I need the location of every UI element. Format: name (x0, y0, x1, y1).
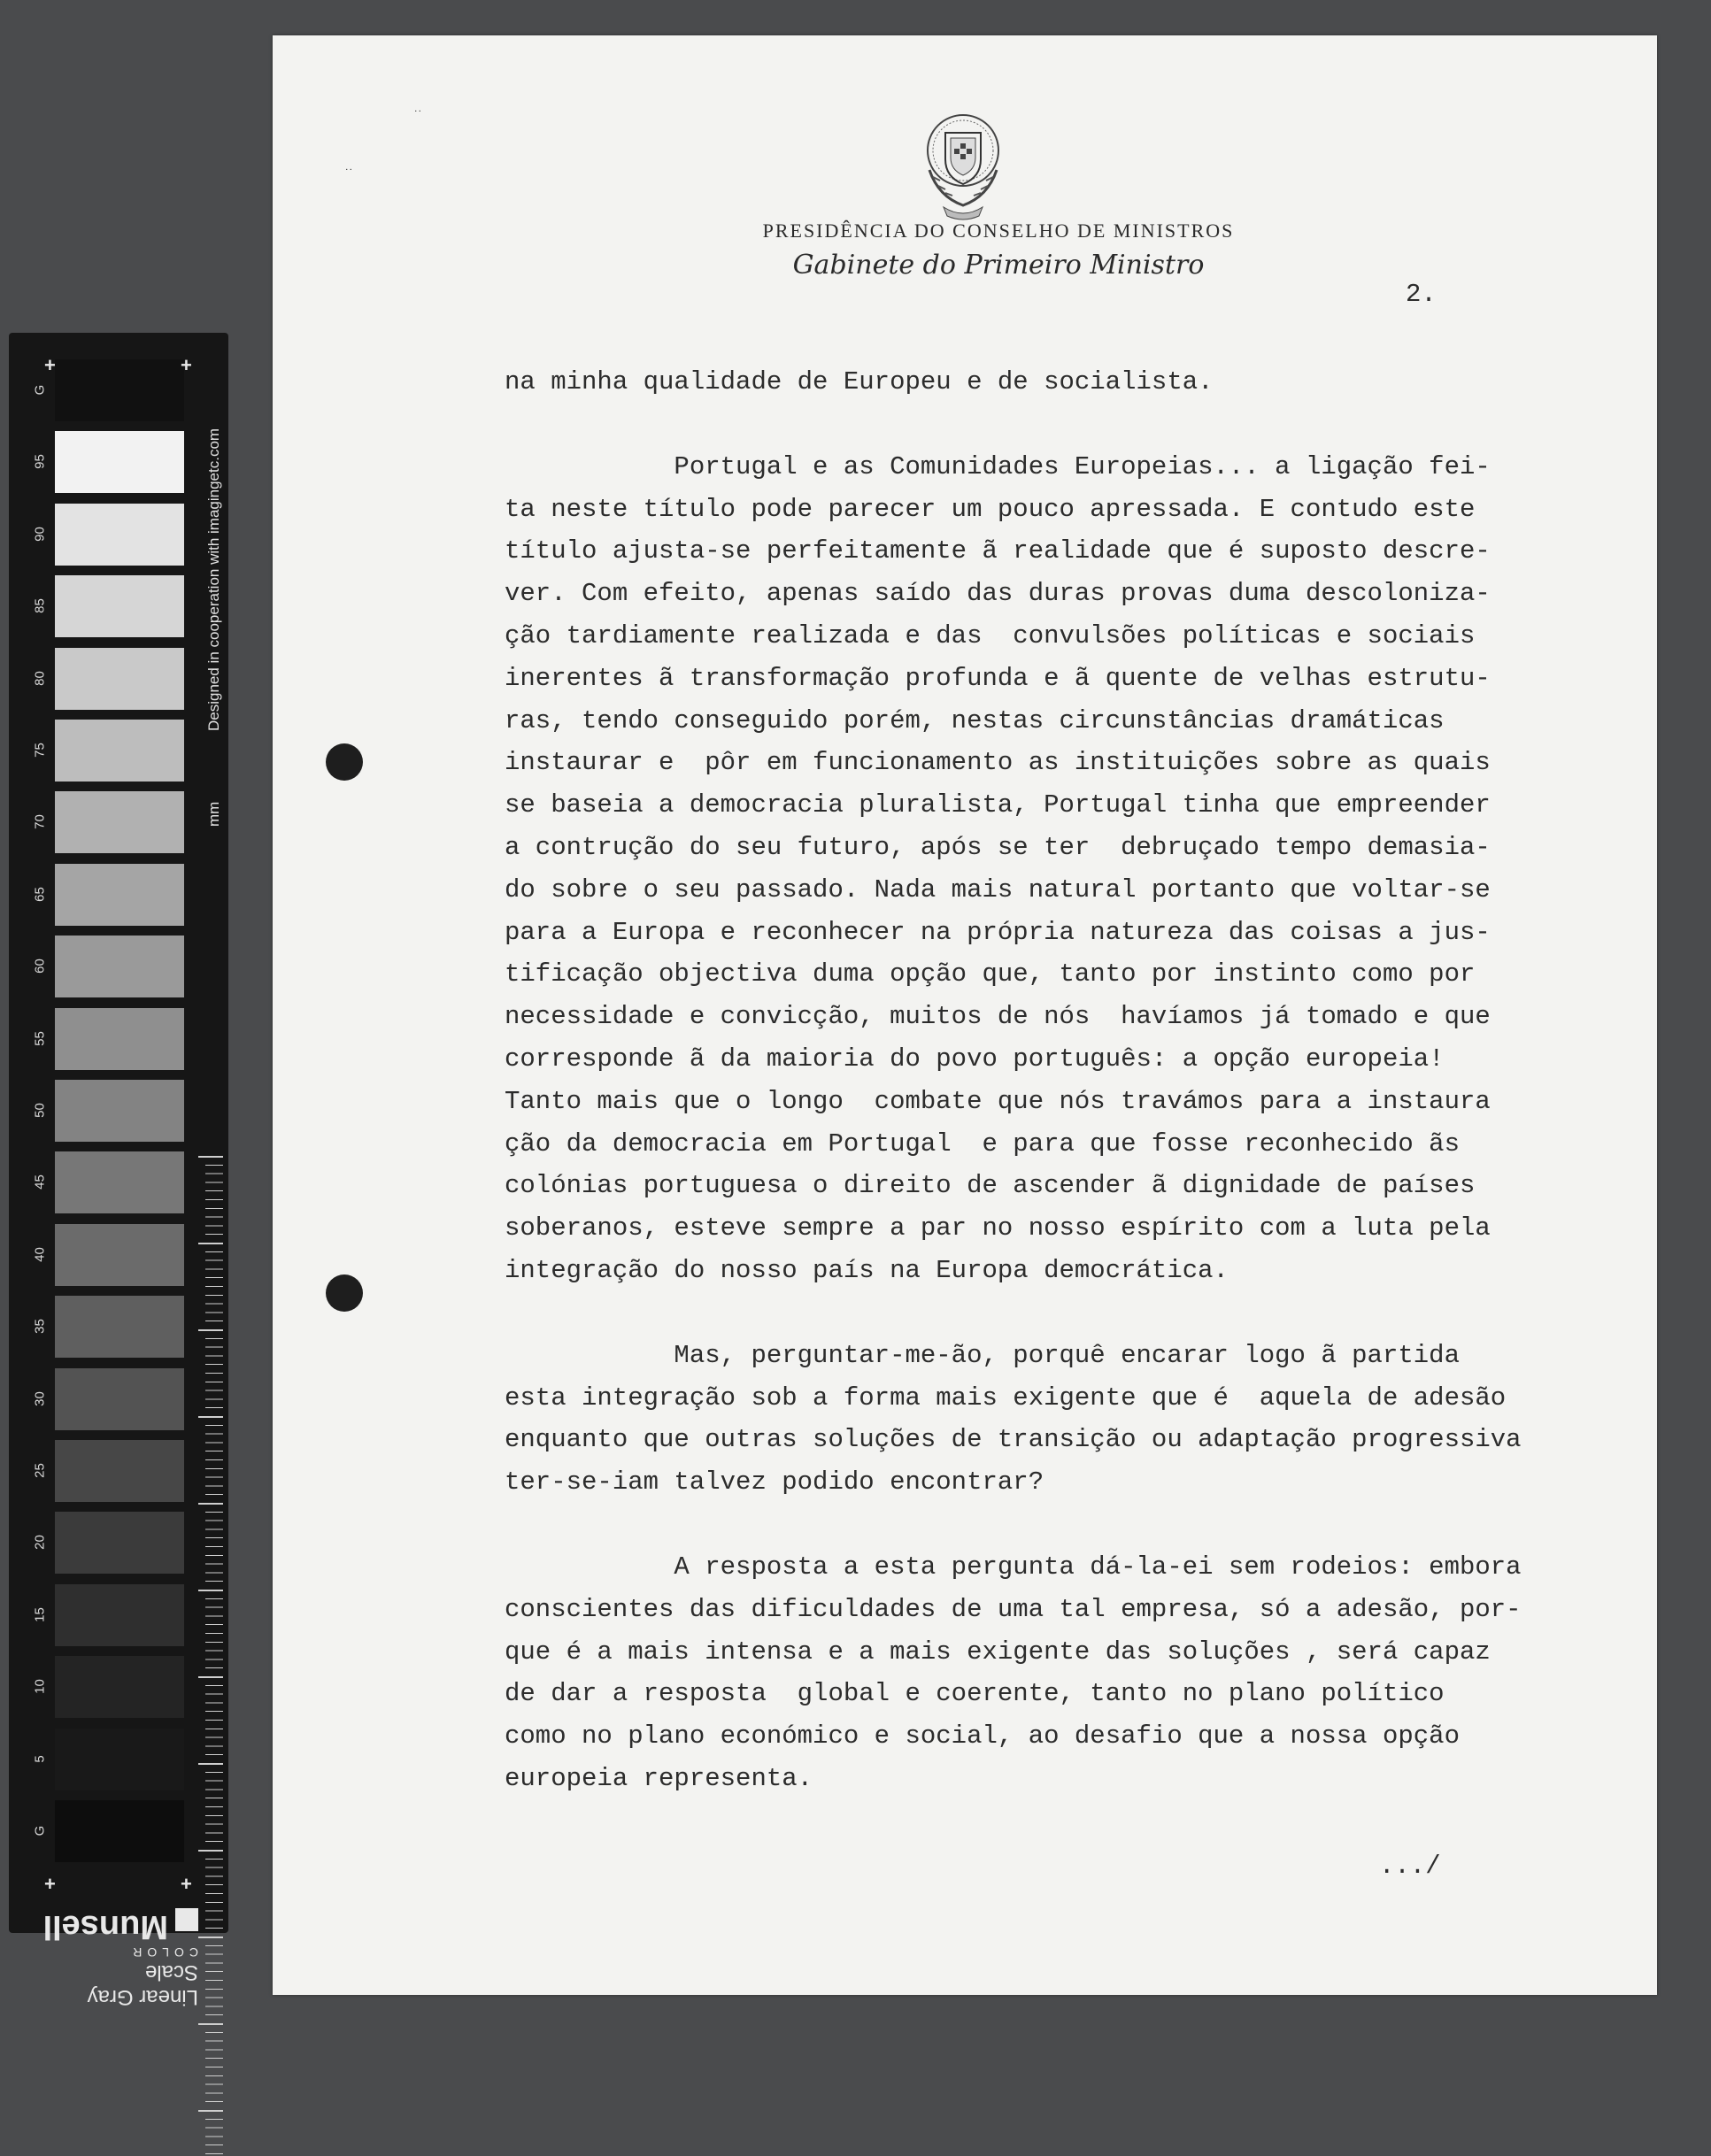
gray-patch-label: 15 (32, 1606, 48, 1622)
gray-patch (55, 864, 184, 926)
gray-patch (55, 1656, 184, 1718)
continuation-mark: .../ (1379, 1852, 1441, 1881)
gray-patch-label: 45 (32, 1174, 48, 1190)
registration-mark: + (44, 354, 56, 376)
text-line: inerentes ã transformação profunda e ã quente de velhas estrutu- (505, 663, 1491, 693)
text-line: que é a mais intensa e a mais exigente das soluções , será capaz (505, 1636, 1491, 1667)
gray-patch-label: G (32, 1825, 48, 1836)
text-line: a contrução do seu futuro, após se ter debruçado tempo demasia- (505, 832, 1491, 862)
brand-sub: COLOR (127, 1945, 198, 1960)
gray-patch-label: 85 (32, 598, 48, 614)
gray-patch (55, 1800, 184, 1862)
text-line: europeia representa. (505, 1763, 813, 1793)
punch-hole (326, 743, 363, 781)
munsell-logo-icon (175, 1908, 198, 1931)
text-line: corresponde ã da maioria do povo português: a opção europeia! (505, 1043, 1445, 1074)
gray-scale-title: Linear Gray Scale (87, 1960, 198, 2009)
office-subtitle: Gabinete do Primeiro Ministro (792, 250, 1205, 281)
gray-scale-label (39, 1907, 198, 2009)
gray-patch-label: 80 (32, 670, 48, 686)
text-line: na minha qualidade de Europeu e de socialista. (505, 367, 1214, 397)
gray-patch (55, 431, 184, 493)
text-line: integração do nosso país na Europa democrática. (505, 1255, 1229, 1285)
brand-name: Munsell (42, 1908, 168, 1945)
gray-patch (55, 1008, 184, 1070)
gray-patch-label: 65 (32, 886, 48, 902)
gray-patch-label: 55 (32, 1030, 48, 1046)
text-line: ta neste título pode parecer um pouco apressada. E contudo este (505, 494, 1476, 524)
gray-patch-label: 95 (32, 454, 48, 470)
gray-patch (55, 936, 184, 997)
gray-patch-label: 25 (32, 1463, 48, 1478)
registration-mark: + (44, 1873, 56, 1895)
page-number: 2. (1406, 280, 1437, 309)
institution-title: PRESIDÊNCIA DO CONSELHO DE MINISTROS (762, 219, 1235, 242)
document-page (273, 35, 1657, 1995)
text-line: soberanos, esteve sempre a par no nosso espírito com a luta pela (505, 1213, 1491, 1244)
text-line: colónias portuguesa o direito de ascender ã dignidade de países (505, 1171, 1476, 1201)
gray-patch (55, 1080, 184, 1142)
text-line: esta integração sob a forma mais exigente que é aquela de adesão (505, 1382, 1507, 1413)
gray-patch (55, 1440, 184, 1502)
gray-patch (55, 1512, 184, 1574)
gray-patch (55, 791, 184, 853)
text-line (505, 1292, 1655, 1335)
gray-patch (55, 720, 184, 782)
text-line: tificação objectiva duma opção que, tanto por instinto como por (505, 959, 1476, 989)
body-text (505, 361, 1655, 1800)
mm-ruler-major (198, 1156, 223, 2156)
gray-patch (55, 504, 184, 566)
gray-patch-label: 35 (32, 1319, 48, 1335)
text-line: A resposta a esta pergunta dá-la-ei sem rodeios: embora (505, 1552, 1522, 1582)
gray-patch-label: 90 (32, 526, 48, 542)
text-line: conscientes das dificuldades de uma tal empresa, só a adesão, por- (505, 1594, 1522, 1624)
text-line: para a Europa e reconhecer na própria natureza das coisas a jus- (505, 917, 1491, 947)
gray-patch-label: 60 (32, 959, 48, 974)
gray-patch (55, 1296, 184, 1358)
text-line: ção tardiamente realizada e das convulsões políticas e sociais (505, 620, 1476, 651)
text-line: ras, tendo conseguido porém, nestas circunstâncias dramáticas (505, 705, 1445, 735)
gray-patch (55, 1224, 184, 1286)
unit-label: mm (205, 801, 222, 827)
punch-hole (326, 1274, 363, 1312)
text-line (505, 404, 1655, 446)
registration-mark: + (181, 354, 192, 376)
text-line: do sobre o seu passado. Nada mais natural portanto que voltar-se (505, 874, 1491, 905)
gray-patch-label: 30 (32, 1390, 48, 1406)
gray-patch (55, 359, 184, 421)
text-line: necessidade e convicção, muitos de nós havíamos já tomado e que (505, 1002, 1491, 1032)
gray-patch (55, 1368, 184, 1430)
text-line (505, 1504, 1655, 1546)
gray-patch (55, 1584, 184, 1646)
gray-patch-label: 50 (32, 1103, 48, 1118)
gray-patch-label: 10 (32, 1679, 48, 1695)
speck: ˙˙ (414, 108, 423, 122)
gray-patch-label: 5 (32, 1754, 48, 1763)
speck: ˙˙ (345, 166, 354, 181)
text-line: título ajusta-se perfeitamente ã realidade que é suposto descre- (505, 536, 1491, 566)
gray-patch (55, 648, 184, 710)
gray-patch-label: 40 (32, 1246, 48, 1262)
gray-patch (55, 1151, 184, 1213)
registration-mark: + (181, 1873, 192, 1895)
text-line: de dar a resposta global e coerente, tanto no plano político (505, 1679, 1445, 1709)
text-line: enquanto que outras soluções de transição ou adaptação progressiva (505, 1425, 1522, 1455)
text-line: ter-se-iam talvez podido encontrar? (505, 1467, 1044, 1498)
gray-patch-label: 20 (32, 1535, 48, 1551)
gray-patch (55, 575, 184, 637)
text-line: como no plano económico e social, ao desafio que a nossa opção (505, 1721, 1460, 1752)
text-line: ção da democracia em Portugal e para que fosse reconhecido ãs (505, 1128, 1460, 1159)
text-line: Tanto mais que o longo combate que nós travámos para a instaura (505, 1086, 1491, 1116)
credit-text: Designed in cooperation with imagingetc.com (205, 427, 222, 731)
text-line: Portugal e as Comunidades Europeias... a ligação fei- (505, 451, 1491, 481)
gray-patch-label: 75 (32, 743, 48, 758)
gray-patch (55, 1729, 184, 1790)
text-line: ver. Com efeito, apenas saído das duras provas duma descoloniza- (505, 579, 1491, 609)
gray-scale-card (9, 333, 228, 1933)
text-line: se baseia a democracia pluralista, Portugal tinha que empreender (505, 790, 1491, 820)
text-line: instaurar e pôr em funcionamento as instituições sobre as quais (505, 748, 1491, 778)
gray-patch-label: G (32, 384, 48, 396)
text-line: Mas, perguntar-me-ão, porquê encarar logo ã partida (505, 1340, 1460, 1370)
gray-patch-label: 70 (32, 814, 48, 830)
